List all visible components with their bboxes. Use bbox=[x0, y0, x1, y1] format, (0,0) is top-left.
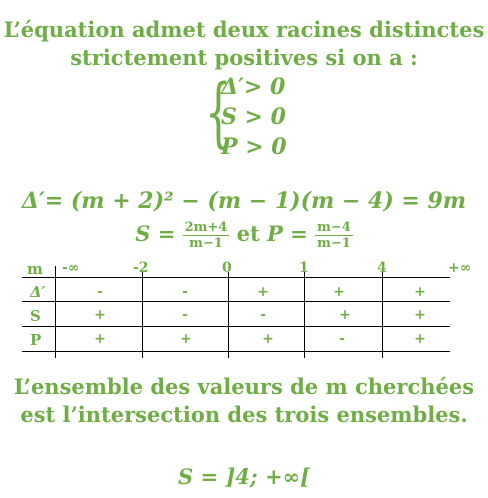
table-line bbox=[228, 272, 229, 358]
sign-cell: - bbox=[182, 284, 188, 300]
intro-line-2: strictement positives si on a : bbox=[70, 45, 418, 70]
sum-prefix: S = bbox=[135, 221, 176, 246]
product-denominator: m−1 bbox=[317, 236, 351, 251]
conclusion-line-2: est l’intersection des trois ensembles. bbox=[20, 402, 468, 427]
final-result: S = ]4; +∞[ bbox=[177, 464, 311, 489]
sign-cell: + bbox=[339, 307, 351, 323]
connector-text: et bbox=[236, 221, 260, 246]
condition-sum: S > 0 bbox=[221, 104, 286, 130]
row-label-delta: Δ′ bbox=[30, 283, 46, 301]
table-line bbox=[22, 301, 450, 302]
sign-cell: + bbox=[414, 307, 426, 323]
tick-label: 1 bbox=[299, 260, 309, 276]
sign-cell: + bbox=[414, 331, 426, 347]
row-label-p: P bbox=[30, 331, 42, 349]
sign-cell: + bbox=[414, 284, 426, 300]
table-line bbox=[22, 326, 450, 327]
sign-cell: + bbox=[94, 307, 106, 323]
table-line bbox=[22, 351, 450, 352]
table-line bbox=[55, 266, 56, 358]
sign-cell: + bbox=[262, 331, 274, 347]
row-label-s: S bbox=[30, 307, 41, 325]
tick-label: +∞ bbox=[448, 260, 472, 276]
conclusion-line-1: L’ensemble des valeurs de m cherchées bbox=[13, 374, 475, 399]
sign-cell: - bbox=[97, 284, 103, 300]
table-line bbox=[142, 272, 143, 358]
condition-product: P > 0 bbox=[221, 134, 287, 160]
sum-denominator: m−1 bbox=[189, 236, 223, 251]
sign-cell: - bbox=[260, 307, 266, 323]
tick-label: -2 bbox=[133, 260, 149, 276]
sum-numerator: 2m+4 bbox=[184, 220, 228, 235]
product-prefix: P = bbox=[267, 221, 308, 246]
sign-cell: + bbox=[333, 284, 345, 300]
sign-cell: - bbox=[339, 331, 345, 347]
product-numerator: m−4 bbox=[317, 220, 351, 235]
tick-label: 0 bbox=[222, 260, 232, 276]
table-line bbox=[304, 272, 305, 358]
sign-cell: + bbox=[257, 284, 269, 300]
sign-cell: + bbox=[94, 331, 106, 347]
condition-delta: Δ′> 0 bbox=[221, 74, 286, 100]
tick-label: 4 bbox=[377, 260, 387, 276]
row-label-m: m bbox=[27, 260, 43, 278]
table-line bbox=[382, 272, 383, 358]
intro-line-1: L’équation admet deux racines distinctes bbox=[3, 17, 485, 42]
sign-cell: - bbox=[182, 307, 188, 323]
table-line bbox=[22, 277, 450, 278]
left-brace: { bbox=[205, 67, 232, 156]
tick-label: -∞ bbox=[62, 260, 80, 276]
delta-equation: Δ′= (m + 2)² − (m − 1)(m − 4) = 9m bbox=[21, 188, 467, 214]
sign-cell: + bbox=[180, 331, 192, 347]
